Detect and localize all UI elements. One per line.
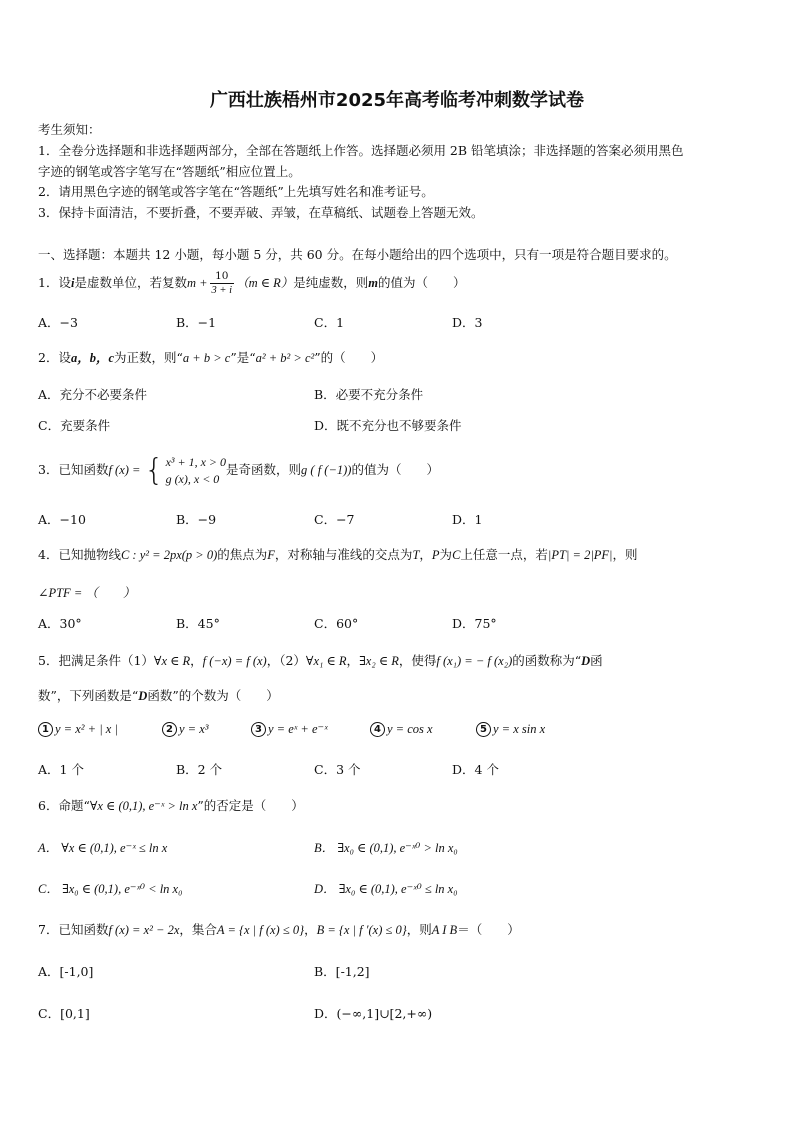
question-5-line-2: 数”，下列函数是“D函数”的个数为（ ） [38, 688, 279, 703]
question-4-line-2: ∠PTF = （ ） [38, 586, 136, 600]
q3-option-b: B．−9 [176, 512, 217, 527]
q3-option-a: A．−10 [38, 512, 86, 527]
q4-option-a: A．30° [38, 616, 82, 631]
q5-function-1: 1 y = x² + | x | [38, 721, 118, 737]
question-3: 3．已知函数f (x) = { x³ + 1, x > 0 g (x), x < 0 是奇函数，则g ( f (−1))的值为（ ） [38, 452, 439, 488]
q2-option-d: D．既不充分也不够要条件 [314, 418, 462, 433]
question-5: 5．把满足条件（1）∀x ∈ R，f (−x) = f (x)，（2）∀x₁ ∈ R，∃x₂ ∈ R，使得f (x₁) = − f (x₂)的函数称为“D函 [38, 653, 603, 668]
question-7: 7．已知函数f (x) = x² − 2x，集合A = {x | f (x) ≤ 0}，B = {x | f ′(x) ≤ 0}，则A I B＝（ ） [38, 922, 520, 937]
q2-option-c: C．充要条件 [38, 418, 111, 433]
q5-option-a: A．1 个 [38, 762, 84, 777]
q3-option-d: D．1 [452, 512, 483, 527]
question-1: 1．设i是虚数单位，若复数m + $\frac{10}{3 + i}$ （m ∈ R）是纯虚数，则m的值为（ ） [38, 270, 466, 296]
q7-option-b: B．[-1,2] [314, 964, 370, 979]
q7-option-d: D．(−∞,1]∪[2,+∞) [314, 1006, 433, 1021]
q5-option-d: D．4 个 [452, 762, 499, 777]
q1-option-c: C．1 [314, 315, 345, 330]
q6-option-c: C． ∃x₀ ∈ (0,1), e⁻ˣ⁰ < ln x₀ [38, 882, 183, 896]
notice-line-1a: 1．全卷分选择题和非选择题两部分，全部在答题纸上作答。选择题必须用 2B 铅笔填涂；非选择题的答案必须用黑色 [38, 143, 684, 158]
q2-option-b: B．必要不充分条件 [314, 387, 424, 402]
notice-line-1b: 字迹的钢笔或答字笔写在“答题纸”相应位置上。 [38, 164, 301, 179]
q2-option-a: A．充分不必要条件 [38, 387, 148, 402]
q1-option-d: D．3 [452, 315, 483, 330]
piecewise: { x³ + 1, x > 0 g (x), x < 0 [144, 452, 227, 488]
question-4: 4．已知抛物线C : y² = 2px(p > 0)的焦点为F，对称轴与准线的交点为T，P为C上任意一点，若|PT| = 2|PF|，则 [38, 547, 638, 562]
q5-function-3: 3 y = eˣ + e⁻ˣ [251, 721, 328, 737]
q3-option-c: C．−7 [314, 512, 355, 527]
q4-option-d: D．75° [452, 616, 497, 631]
q1-option-a: A．−3 [38, 315, 78, 330]
q4-option-b: B．45° [176, 616, 220, 631]
q7-option-c: C．[0,1] [38, 1006, 90, 1021]
q5-function-2: 2 y = x³ [162, 721, 209, 737]
fraction: $\frac{10}{3 + i}$ [211, 270, 233, 296]
q6-option-a: A． ∀x ∈ (0,1), e⁻ˣ ≤ ln x [38, 841, 168, 855]
notice-line-2: 2．请用黑色字迹的钢笔或答字笔在“答题纸”上先填写姓名和准考证号。 [38, 184, 434, 199]
question-6: 6．命题“∀x ∈ (0,1), e⁻ˣ > ln x”的否定是（ ） [38, 798, 304, 813]
q4-option-c: C．60° [314, 616, 359, 631]
question-2: 2．设a，b，c为正数，则“a + b > c”是“a² + b² > c²”的（ ） [38, 350, 384, 365]
q5-function-4: 4 y = cos x [370, 721, 433, 737]
q6-option-b: B． ∃x₀ ∈ (0,1), e⁻ˣ⁰ > ln x₀ [314, 841, 458, 855]
q5-option-c: C．3 个 [314, 762, 361, 777]
q5-function-5: 5 y = x sin x [476, 721, 545, 737]
q5-option-b: B．2 个 [176, 762, 223, 777]
notice-line-3: 3．保持卡面清洁，不要折叠，不要弄破、弄皱，在草稿纸、试题卷上答题无效。 [38, 205, 484, 220]
notice-heading: 考生须知： [38, 122, 101, 137]
q7-option-a: A．[-1,0] [38, 964, 94, 979]
q6-option-d: D． ∃x₀ ∈ (0,1), e⁻ˣ⁰ ≤ ln x₀ [314, 882, 458, 896]
page-title: 广西壮族梧州市2025年高考临考冲刺数学试卷 [209, 90, 585, 111]
section-heading: 一、选择题：本题共 12 小题，每小题 5 分，共 60 分。在每小题给出的四个选项中，只有一项是符合题目要求的。 [38, 247, 677, 262]
q1-option-b: B．−1 [176, 315, 217, 330]
